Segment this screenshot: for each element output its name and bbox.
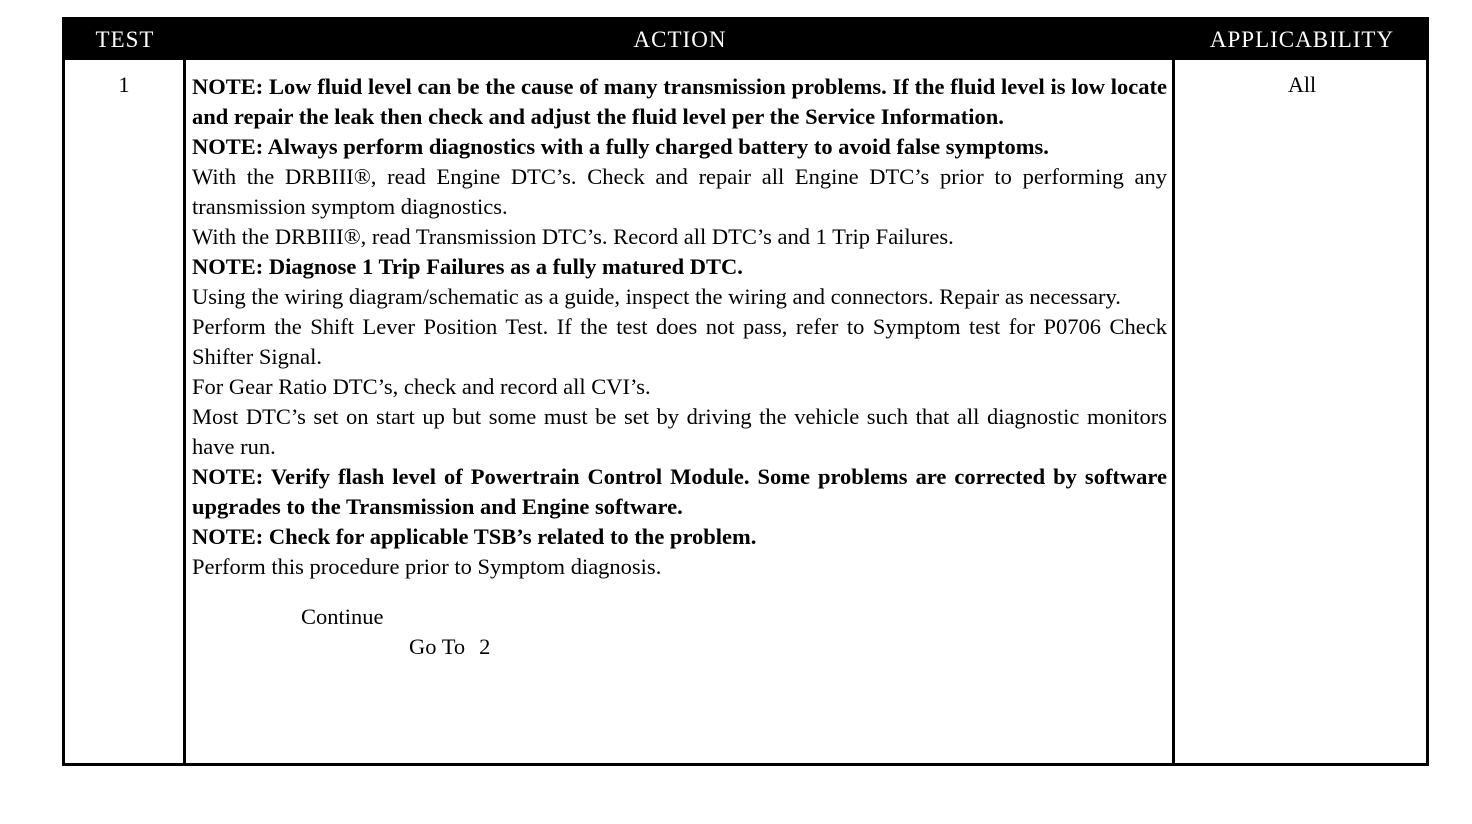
column-divider [1172, 60, 1175, 763]
action-paragraph: With the DRBIII®, read Transmission DTC’s. Record all DTC’s and 1 Trip Failures. [192, 224, 954, 249]
applicability-value: All [1287, 72, 1317, 97]
action-paragraph: With the DRBIII®, read Engine DTC’s. Check and repair all Engine DTC’s prior to performing any transmission symptom diagnostics. [192, 164, 1167, 219]
goto-label: Go To [409, 634, 466, 659]
header-test: TEST [95, 27, 155, 52]
action-paragraph: Perform the Shift Lever Position Test. If the test does not pass, refer to Symptom test for P0706 Check Shifter Signal. [192, 314, 1167, 369]
action-paragraph: Most DTC’s set on start up but some must be set by driving the vehicle such that all diagnostic monitors have run. [192, 404, 1167, 459]
test-number: 1 [118, 72, 130, 97]
action-paragraph: NOTE: Always perform diagnostics with a fully charged battery to avoid false symptoms. [192, 134, 1049, 159]
header-applicability: APPLICABILITY [1209, 27, 1395, 52]
action-paragraph: NOTE: Verify flash level of Powertrain Control Module. Some problems are corrected by software upgrades to the Transmission and Engine software. [192, 464, 1167, 519]
header-action: ACTION [633, 27, 727, 52]
action-paragraph: Using the wiring diagram/schematic as a guide, inspect the wiring and connectors. Repair as necessary. [192, 284, 1121, 309]
result-continue: Continue [301, 604, 384, 629]
action-paragraph: Perform this procedure prior to Symptom diagnosis. [192, 554, 662, 579]
goto-target: 2 [479, 634, 491, 659]
action-paragraph: For Gear Ratio DTC’s, check and record all CVI’s. [192, 374, 651, 399]
action-paragraph: NOTE: Low fluid level can be the cause of many transmission problems. If the fluid level is low locate and repair the leak then check and adjust the fluid level per the Service Information. [192, 74, 1167, 129]
result-goto [192, 632, 1167, 662]
action-cell [192, 72, 1167, 662]
column-divider [183, 60, 186, 763]
diagnostic-table [62, 17, 1429, 766]
action-paragraph: NOTE: Diagnose 1 Trip Failures as a fully matured DTC. [192, 254, 743, 279]
action-paragraph: NOTE: Check for applicable TSB’s related to the problem. [192, 524, 757, 549]
table-header-row [65, 20, 1426, 60]
